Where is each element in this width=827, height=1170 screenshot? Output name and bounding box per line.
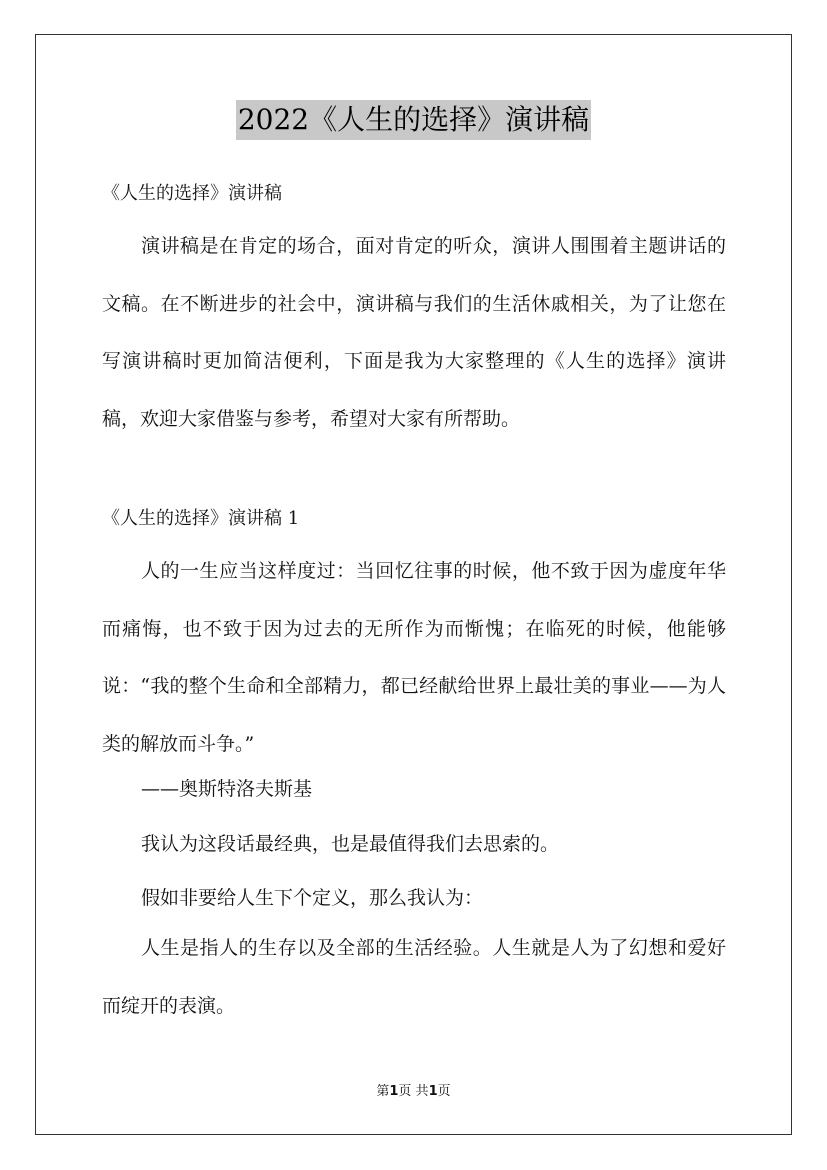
quote-paragraph: 人的一生应当这样度过：当回忆往事的时候，他不致于因为虚度年华而痛悔，也不致于因为过去的无所作为而惭愧；在临死的时候，他能够说：“我的整个生命和全部精力，都已经献给世界上最壮美的事业——为人类的解放而斗争。” xyxy=(102,560,726,755)
page-footer xyxy=(0,1083,827,1101)
footer-total-pages: 1 xyxy=(428,1084,438,1099)
footer-mid: 页 共 xyxy=(398,1084,429,1099)
document-title: 2022《人生的选择》演讲稿 xyxy=(236,100,591,140)
classic-remark-line: 我认为这段话最经典，也是最值得我们去思索的。 xyxy=(141,833,560,855)
section-heading: 《人生的选择》演讲稿 1 xyxy=(102,508,300,529)
document-subtitle: 《人生的选择》演讲稿 xyxy=(102,183,282,204)
life-definition-paragraph: 人生是指人的生存以及全部的生活经验。人生就是人为了幻想和爱好而绽开的表演。 xyxy=(102,937,726,1017)
footer-page-number: 1 xyxy=(389,1084,399,1099)
quote-attribution: ——奥斯特洛夫斯基 xyxy=(141,778,313,800)
footer-prefix: 第 xyxy=(376,1084,390,1099)
title-container xyxy=(0,100,827,140)
definition-intro-line: 假如非要给人生下个定义，那么我认为： xyxy=(141,887,484,909)
intro-paragraph: 演讲稿是在肯定的场合，面对肯定的听众，演讲人围围着主题讲话的文稿。在不断进步的社会中，演讲稿与我们的生活休戚相关，为了让您在写演讲稿时更加简洁便利，下面是我为大家整理的《人生的选择》演讲稿，欢迎大家借鉴与参考，希望对大家有所帮助。 xyxy=(102,235,726,430)
footer-suffix: 页 xyxy=(437,1084,451,1099)
